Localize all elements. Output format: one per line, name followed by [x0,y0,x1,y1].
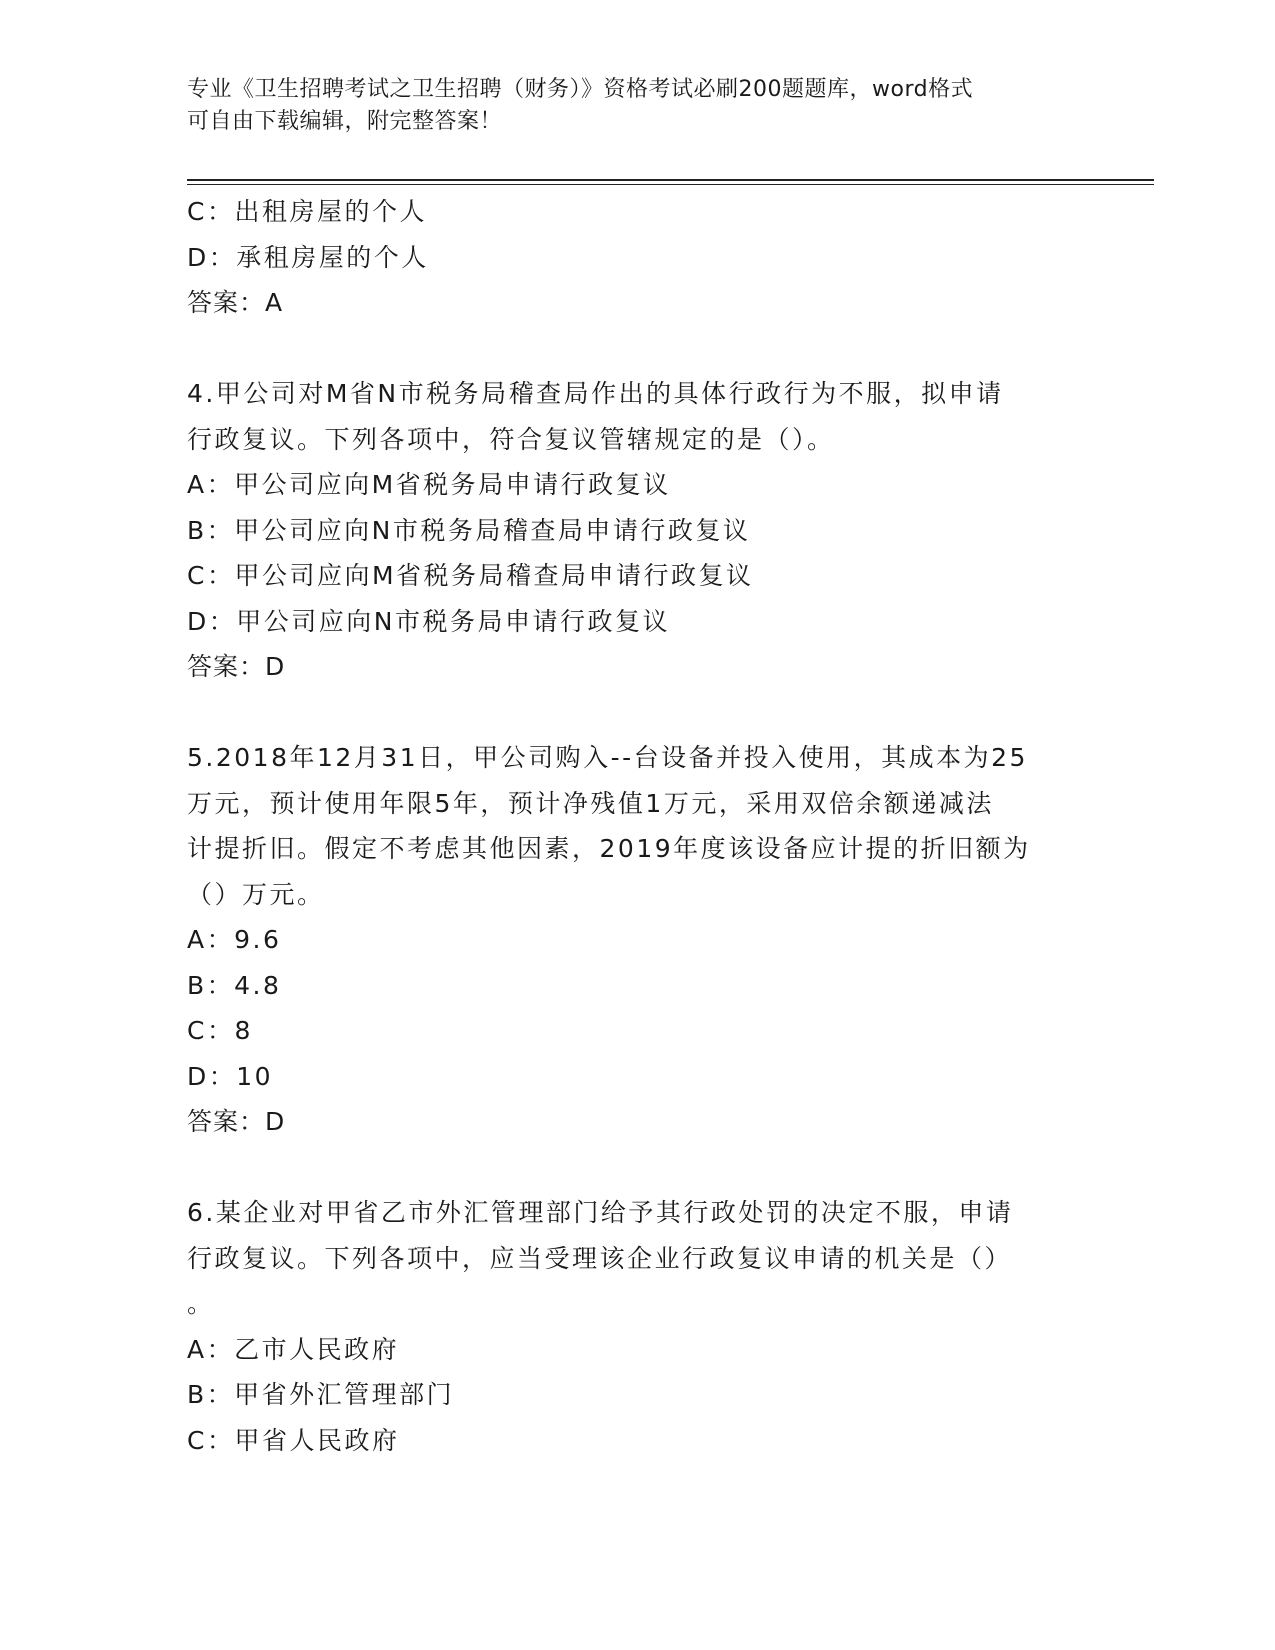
question-stem-line: 5.2018年12月31日，甲公司购入--台设备并投入使用，其成本为25 [187,743,1028,772]
question-5 [187,735,1087,1145]
option-c: C：甲省人民政府 [187,1425,400,1455]
question-content [187,189,1087,1463]
option-b: B：甲公司应向N市税务局稽查局申请行政复议 [187,515,751,545]
option-a: A：9.6 [187,925,282,954]
question-stem-line: 6.某企业对甲省乙市外汇管理部门给予其行政处罚的决定不服，申请 [187,1198,1014,1227]
question-stem-line: 万元，预计使用年限5年，预计净残值1万元，采用双倍余额递减法 [187,788,994,818]
option-c: C：8 [187,1016,253,1045]
spacer [187,690,1087,736]
header-line-2: 可自由下载编辑，附完整答案！ [187,109,503,134]
question-stem-line: （）万元。 [187,879,325,909]
option-b: B：4.8 [187,970,282,1000]
question-3-tail [187,189,1087,326]
question-stem-line: 行政复议。下列各项中，应当受理该企业行政复议申请的机关是（） [187,1243,1013,1273]
answer: 答案：D [187,652,286,681]
option-a: A：甲公司应向M省税务局申请行政复议 [187,470,671,499]
option-c: C：出租房屋的个人 [187,197,427,226]
option-b: B：甲省外汇管理部门 [187,1380,455,1409]
question-stem-line: 行政复议。下列各项中，符合复议管辖规定的是（）。 [187,424,835,454]
header-divider-thick [187,179,1154,181]
answer: 答案：A [187,288,284,317]
spacer [187,326,1087,372]
question-6 [187,1190,1087,1463]
option-a: A：乙市人民政府 [187,1334,400,1364]
option-c: C：甲公司应向M省税务局稽查局申请行政复议 [187,561,754,590]
question-stem-line: 4.甲公司对M省N市税务局稽查局作出的具体行政行为不服，拟申请 [187,379,1004,408]
option-d: D：承租房屋的个人 [187,242,429,272]
option-d: D：10 [187,1061,274,1091]
header-divider-thin [187,184,1154,185]
question-4 [187,371,1087,690]
option-d: D：甲公司应向N市税务局申请行政复议 [187,606,670,636]
document-header [187,74,1067,138]
header-line-1: 专业《卫生招聘考试之卫生招聘（财务）》资格考试必刷200题题库，word格式 [187,77,974,102]
question-stem-line: 计提折旧。假定不考虑其他因素，2019年度该设备应计提的折旧额为 [187,834,1031,863]
spacer [187,1145,1087,1191]
answer: 答案：D [187,1107,286,1136]
question-stem-line: 。 [187,1289,215,1318]
